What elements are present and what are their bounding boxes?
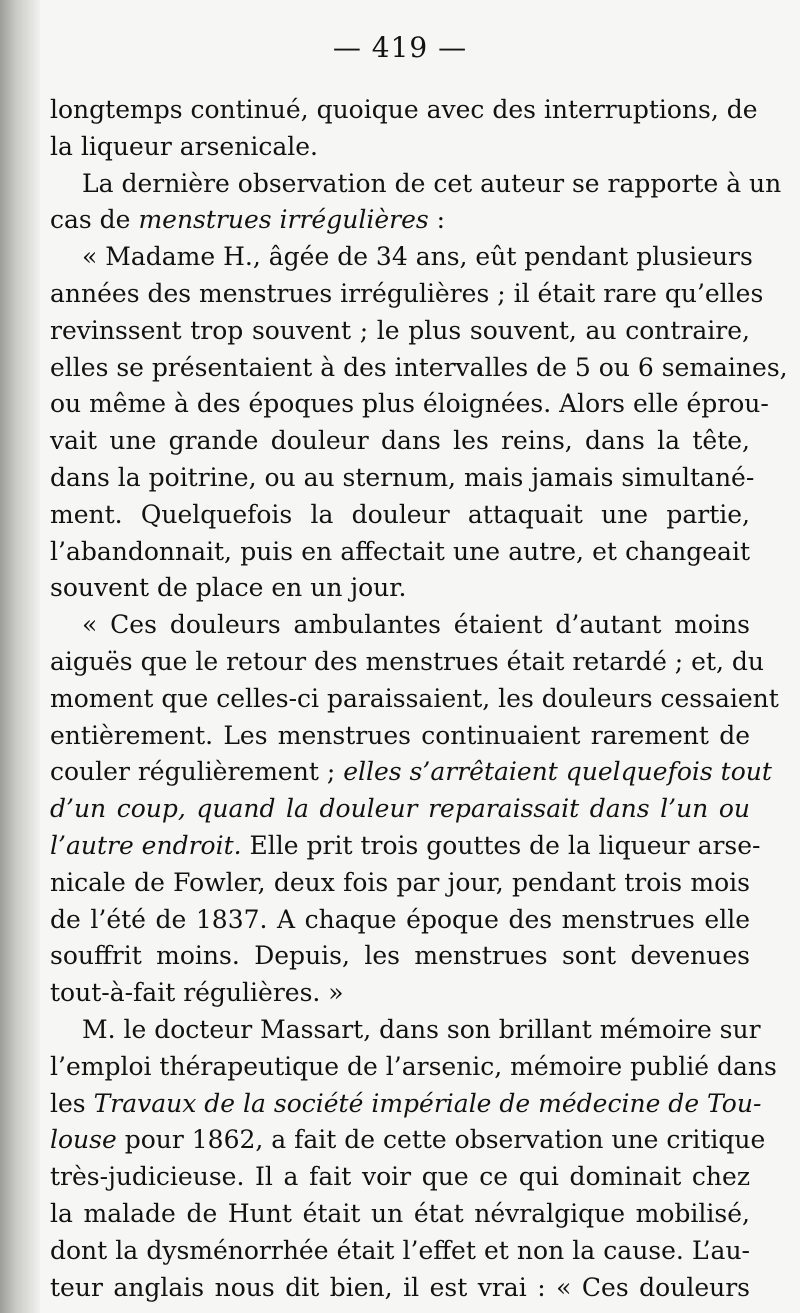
text-line [50, 938, 750, 975]
italic-text: elles s’arrêtaient quelquefois tout [343, 757, 772, 787]
text-segment: vait une grande douleur dans les reins, dans la tête, [50, 426, 750, 456]
text-segment: aiguës que le retour des menstrues était retardé ; et, du [50, 646, 765, 676]
text-line [50, 239, 753, 276]
italic-text: menstrues irrégulières [138, 205, 429, 235]
text-line [50, 1086, 762, 1123]
binding-shadow [0, 0, 40, 1313]
text-segment: « Madame H., âgée de 34 ans, eût pendant plusieurs [82, 242, 753, 272]
text-segment: la liqueur arsenicale. [50, 131, 318, 161]
text-segment: pour 1862, a fait de cette observation une critique [116, 1125, 766, 1155]
page-number: — 419 — [332, 31, 468, 64]
italic-text: l’autre endroit. [50, 830, 242, 860]
italic-text: louse [50, 1125, 117, 1155]
text-line [50, 92, 758, 129]
text-segment: dans la poitrine, ou au sternum, mais jamais simultané- [50, 462, 755, 492]
text-segment: ment. Quelquefois la douleur attaquait une partie, [50, 499, 750, 529]
text-line [50, 607, 750, 644]
text-line [50, 1159, 750, 1196]
text-line [50, 975, 750, 1012]
text-segment: entièrement. Les menstrues continuaient rarement de [50, 720, 750, 750]
text-segment: La dernière observation de cet auteur se rapporte à un [82, 168, 782, 198]
text-segment: nicale de Fowler, deux fois par jour, pendant trois mois [50, 867, 750, 897]
text-segment: l’abandonnait, puis en affectait une autre, et changeait [50, 536, 750, 566]
text-line [50, 754, 772, 791]
text-line [50, 534, 750, 571]
text-line [50, 1233, 750, 1270]
text-line [50, 791, 750, 828]
text-segment: longtemps continué, quoique avec des interruptions, de [50, 95, 758, 124]
text-segment: moment que celles-ci paraissaient, les douleurs cessaient [50, 683, 779, 713]
text-segment: les [50, 1088, 94, 1118]
text-line [50, 276, 764, 313]
text-line [50, 570, 750, 607]
text-segment: « Ces douleurs ambulantes étaient d’autant moins [82, 610, 750, 640]
text-line [50, 313, 750, 350]
text-line [50, 1049, 777, 1086]
text-line [50, 902, 750, 939]
text-segment: elles se présentaient à des intervalles de 5 ou 6 semaines, [50, 352, 788, 382]
text-line [50, 166, 782, 203]
text-line [50, 1196, 750, 1233]
text-segment: années des menstrues irrégulières ; il était rare qu’elles [50, 278, 764, 308]
text-line [50, 718, 750, 755]
text-segment: la malade de Hunt était un état névralgique mobilisé, [50, 1198, 750, 1228]
text-segment: : [428, 205, 446, 235]
text-segment: tout-à-fait régulières. » [50, 978, 344, 1008]
text-line [50, 681, 779, 718]
text-segment: couler régulièrement ; [50, 757, 344, 787]
text-line [50, 865, 750, 902]
text-line [50, 828, 761, 865]
italic-text: d’un coup, quand la douleur reparaissait dans l’un ou [50, 794, 750, 824]
text-line [50, 644, 765, 681]
italic-text: Travaux de la société impériale de médecine de Tou- [93, 1088, 762, 1118]
text-segment: l’emploi thérapeutique de l’arsenic, mémoire publié dans [50, 1051, 777, 1081]
text-line [50, 1012, 761, 1049]
page-text [50, 28, 788, 1306]
text-segment: souffrit moins. Depuis, les menstrues sont devenues [50, 941, 750, 971]
text-line [50, 350, 788, 387]
text-line [50, 202, 750, 239]
text-segment: de l’été de 1837. A chaque époque des menstrues elle [50, 904, 750, 934]
text-segment: ou même à des époques plus éloignées. Alors elle éprou- [50, 389, 769, 419]
text-line [50, 1122, 766, 1159]
text-segment: revinssent trop souvent ; le plus souvent, au contraire, [50, 315, 750, 345]
text-segment: souvent de place en un jour. [50, 573, 407, 603]
text-line [50, 386, 769, 423]
text-line [50, 423, 750, 460]
text-line [50, 129, 750, 166]
text-segment: dont la dysménorrhée était l’effet et non la cause. L’au- [50, 1235, 750, 1265]
text-line [50, 460, 755, 497]
body-text [50, 92, 788, 1306]
text-segment: teur anglais nous dit bien, il est vrai : « Ces douleurs [50, 1272, 750, 1302]
text-segment: cas de [50, 205, 139, 235]
text-segment: très-judicieuse. Il a fait voir que ce qui dominait chez [50, 1162, 750, 1192]
text-segment: Elle prit trois gouttes de la liqueur arse- [241, 830, 761, 860]
text-line [50, 1270, 750, 1307]
text-segment: M. le docteur Massart, dans son brillant mémoire sur [82, 1014, 761, 1044]
text-line [50, 497, 750, 534]
